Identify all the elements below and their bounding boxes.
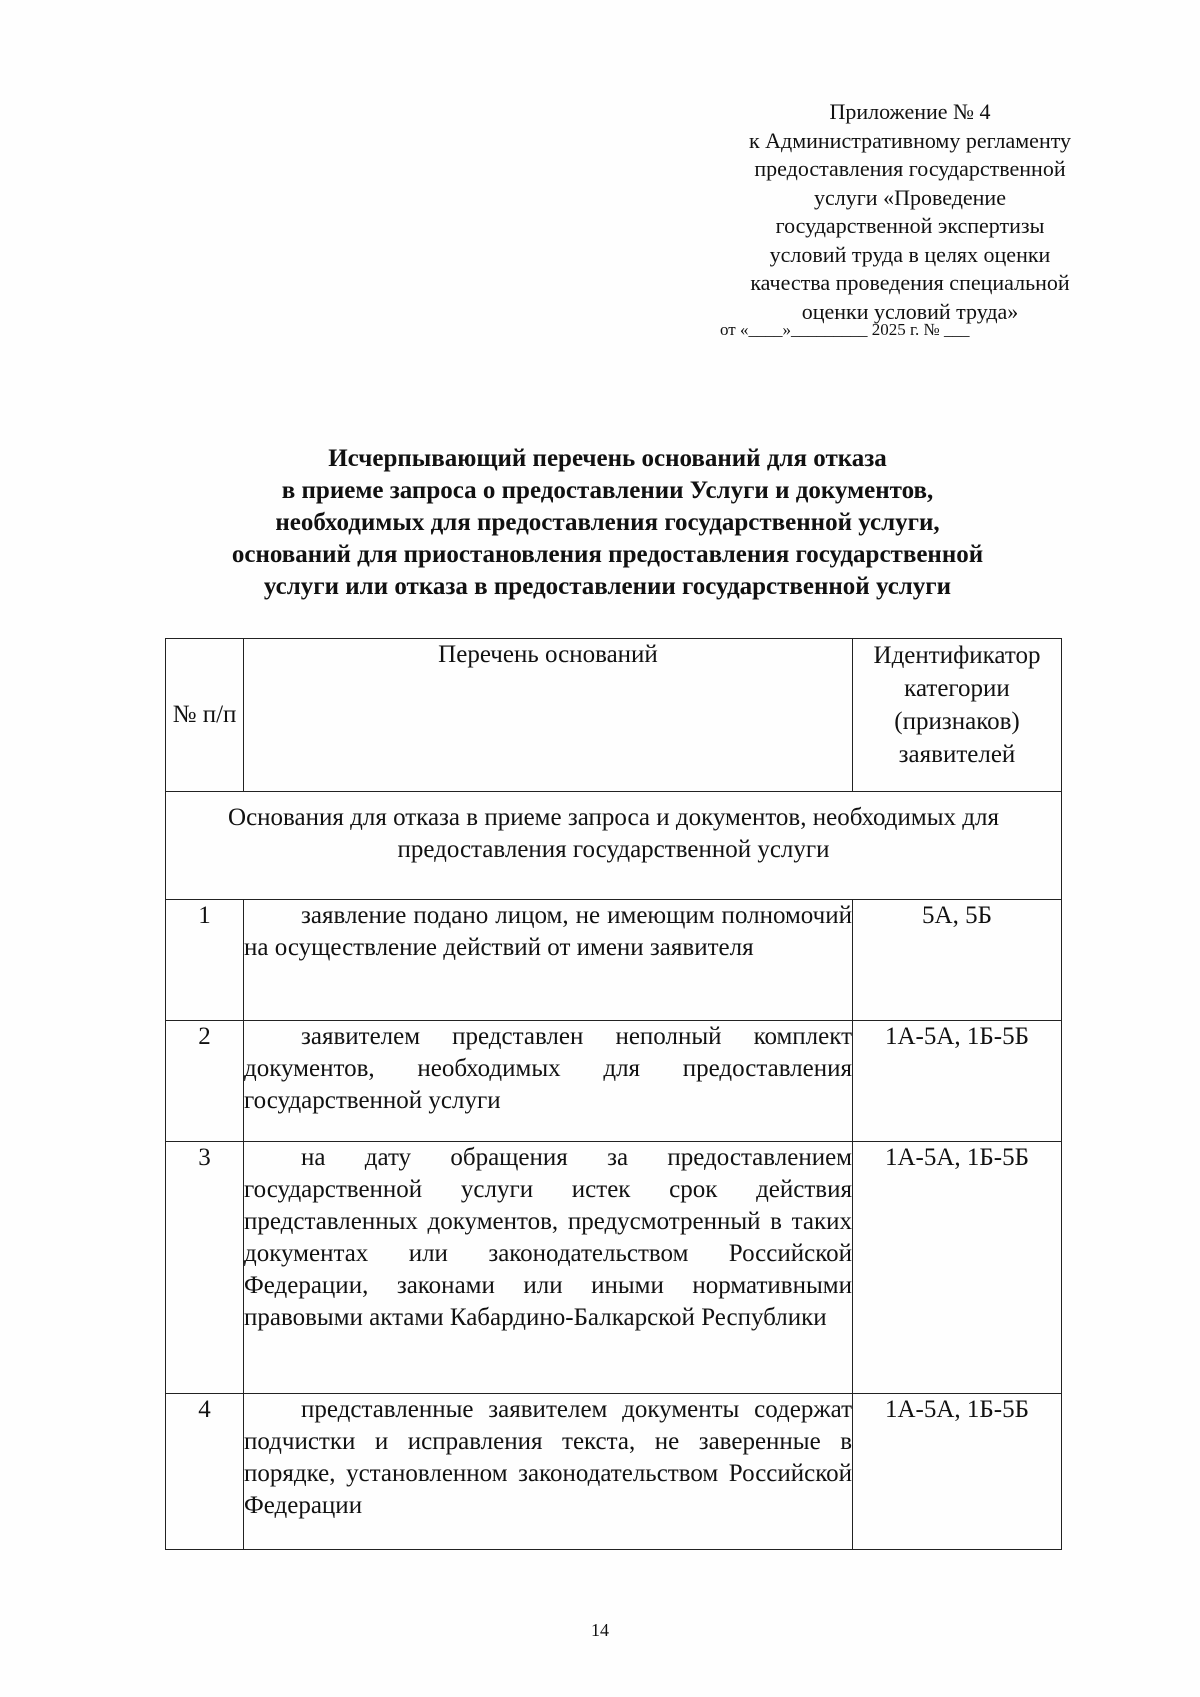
row-identifier: 5А, 5Б [853, 900, 1062, 1021]
title-line: Исчерпывающий перечень оснований для отказа [328, 445, 887, 472]
document-title [150, 443, 1065, 603]
table-section-row [166, 792, 1062, 900]
section-title: Основания для отказа в приеме запроса и документов, необходимых для предоставления государственной услуги [166, 792, 1062, 900]
row-identifier: 1А-5А, 1Б-5Б [853, 1021, 1062, 1142]
appendix-header [705, 98, 1115, 326]
row-text: на дату обращения за предоставлением государственной услуги истек срок действия представленных документов, предусмотренный в таких документах или законодательством Российской Федерации, законами или иными нормативными правовыми актами Кабардино-Балкарской Республики [244, 1142, 853, 1394]
title-line: необходимых для предоставления государственной услуги, [275, 509, 940, 536]
appendix-line: условий труда в целях оценки [769, 241, 1051, 267]
title-line: в приеме запроса о предоставлении Услуги и документов, [281, 477, 934, 504]
row-number: 3 [166, 1142, 244, 1394]
appendix-line: услуги «Проведение [814, 184, 1006, 210]
row-text: заявление подано лицом, не имеющим полномочий на осуществление действий от имени заявителя [244, 900, 853, 1021]
row-identifier: 1А-5А, 1Б-5Б [853, 1142, 1062, 1394]
row-text: заявителем представлен неполный комплект документов, необходимых для предоставления государственной услуги [244, 1021, 853, 1142]
appendix-line: оценки условий труда» [801, 298, 1019, 324]
title-line: услуги или отказа в предоставлении государственной услуги [263, 573, 952, 600]
appendix-line: к Административному регламенту [748, 127, 1072, 153]
header-number: № п/п [166, 639, 244, 792]
appendix-line: качества проведения специальной [750, 270, 1070, 295]
title-line: оснований для приостановления предоставления государственной [231, 541, 984, 568]
appendix-line: предоставления государственной [754, 156, 1066, 181]
table-row [166, 1142, 1062, 1394]
row-number: 4 [166, 1394, 244, 1550]
header-identifier: Идентификатор категории (признаков) заявителей [853, 639, 1062, 792]
row-identifier: 1А-5А, 1Б-5Б [853, 1394, 1062, 1550]
table-row [166, 900, 1062, 1021]
appendix-date-line: от «____»_________ 2025 г. № ___ [720, 320, 970, 339]
table-row [166, 1021, 1062, 1142]
appendix-line: государственной экспертизы [775, 213, 1045, 238]
row-text: представленные заявителем документы содержат подчистки и исправления текста, не заверенные в порядке, установленном законодательством Российской Федерации [244, 1394, 853, 1550]
grounds-table [165, 638, 1062, 1550]
page-number: 14 [591, 1620, 609, 1640]
appendix-line: Приложение № 4 [829, 99, 991, 124]
row-number: 1 [166, 900, 244, 1021]
header-grounds: Перечень оснований [244, 639, 853, 792]
table-header-row [166, 639, 1062, 792]
row-number: 2 [166, 1021, 244, 1142]
table-row [166, 1394, 1062, 1550]
